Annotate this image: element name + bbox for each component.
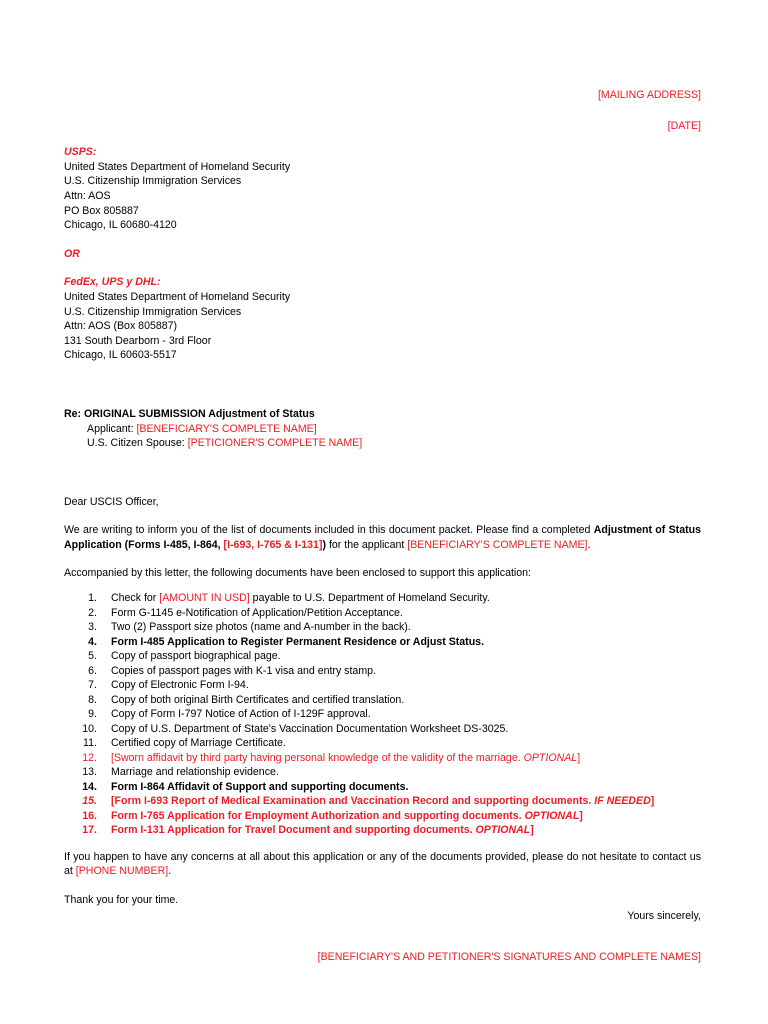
mailing-address-text: [MAILING ADDRESS] <box>597 89 701 101</box>
list-item-text: [Form I-693 Report of Medical Examination and Vaccination Record and supporting documents. <box>111 795 595 808</box>
spacer <box>64 103 701 119</box>
list-item-number: 8. <box>88 693 97 706</box>
list-item <box>64 693 701 708</box>
list-item-text-tail: ] <box>577 751 581 764</box>
spacer <box>64 451 701 495</box>
spacer <box>64 261 701 275</box>
phone-number-placeholder: [PHONE NUMBER] <box>75 865 169 878</box>
list-item <box>64 809 701 824</box>
list-item-text: [Sworn affidavit by third party having personal knowledge of the validity of the marriage. <box>111 751 524 764</box>
list-item-text: Form I-864 Affidavit of Support and supporting documents. <box>111 780 409 793</box>
list-item-text: Form G-1145 e-Notification of Application/Petition Acceptance. <box>111 606 403 619</box>
usps-address-label: USPS: <box>64 146 97 159</box>
intro-bold-2: ) <box>322 538 326 551</box>
list-item-number: 11. <box>83 737 97 750</box>
list-item <box>64 794 701 809</box>
letter-body <box>64 88 701 965</box>
list-item-text-tail: ] <box>530 824 534 837</box>
spacer <box>64 363 701 407</box>
list-item-text: Copy of U.S. Department of State's Vaccination Documentation Worksheet DS-3025. <box>111 722 509 735</box>
list-item-text-tail: payable to U.S. Department of Homeland Security. <box>249 592 490 605</box>
intro-text-2: for the applicant <box>326 538 408 551</box>
list-item-text: Copy of Electronic Form I-94. <box>111 679 249 692</box>
thanks-line: Thank you for your time. <box>64 893 179 906</box>
mailing-address-placeholder <box>64 88 701 103</box>
enclosure-intro: Accompanied by this letter, the following documents have been enclosed to support this application: <box>64 567 531 580</box>
signature-placeholder: [BENEFICIARY'S AND PETITIONER'S SIGNATURES AND COMPLETE NAMES] <box>317 950 701 963</box>
list-item-text-tail: ] <box>650 795 655 808</box>
or-separator: OR <box>64 247 80 260</box>
list-item-optional-tag: OPTIONAL <box>524 809 580 822</box>
list-item <box>64 649 701 664</box>
list-item-text: Two (2) Passport size photos (name and A-number in the back). <box>111 621 411 634</box>
courier-address-line: Chicago, IL 60603-5517 <box>64 349 177 362</box>
list-item <box>64 722 701 737</box>
enclosed-documents-list <box>64 591 701 838</box>
intro-bold-1: Adjustment of Status Application (Forms I-485, I-864, <box>64 524 701 551</box>
list-item-text: Copy of Form I-797 Notice of Action of I-129F approval. <box>111 708 371 721</box>
usps-address-line: Attn: AOS <box>64 189 111 202</box>
list-item-number: 2. <box>88 606 97 619</box>
spacer <box>64 879 701 893</box>
contact-paragraph <box>64 850 701 879</box>
date-placeholder <box>64 119 701 134</box>
list-item-number: 1. <box>88 592 97 605</box>
list-item-text: Form I-131 Application for Travel Document and supporting documents. <box>111 824 476 837</box>
courier-address-line: U.S. Citizenship Immigration Services <box>64 305 242 318</box>
list-item <box>64 751 701 766</box>
list-item-number: 10. <box>82 722 97 735</box>
list-item-number: 6. <box>88 664 97 677</box>
list-item-optional-tag: OPTIONAL <box>475 824 531 837</box>
intro-paragraph <box>64 523 701 552</box>
courier-address-line: Attn: AOS (Box 805887) <box>64 320 178 333</box>
spacer <box>64 924 701 950</box>
subject-line: Re: ORIGINAL SUBMISSION Adjustment of Status <box>64 407 315 420</box>
spouse-name-placeholder: [PETICIONER'S COMPLETE NAME] <box>187 437 363 450</box>
list-item-number: 14. <box>82 780 97 793</box>
intro-text-3: . <box>587 538 591 551</box>
spacer <box>64 233 701 247</box>
spacer <box>64 509 701 523</box>
usps-address-line: U.S. Citizenship Immigration Services <box>64 175 242 188</box>
courier-address-line: 131 South Dearborn - 3rd Floor <box>64 334 212 347</box>
salutation: Dear USCIS Officer, <box>64 495 159 508</box>
list-item-number: 4. <box>88 635 97 648</box>
list-item-number: 3. <box>88 621 97 634</box>
contact-text-1: If you happen to have any concerns at all about this application or any of the documents provided, please do not hesitate to contact us at <box>64 850 701 878</box>
list-item <box>64 707 701 722</box>
list-item-number: 13. <box>82 766 97 779</box>
list-item-text: Marriage and relationship evidence. <box>111 766 279 779</box>
list-item-number: 16. <box>82 809 97 822</box>
list-item-text: Certified copy of Marriage Certificate. <box>111 737 286 750</box>
spacer <box>64 838 701 850</box>
list-item-optional-tag: OPTIONAL <box>523 751 578 764</box>
spacer <box>64 581 701 591</box>
intro-bold-red-forms: [I-693, I-765 & I-131] <box>223 538 323 551</box>
list-item-number: 5. <box>88 650 97 663</box>
intro-text-1: We are writing to inform you of the list of documents included in this document packet. Please find a completed <box>64 524 594 537</box>
amount-placeholder: [AMOUNT IN USD] <box>159 592 250 605</box>
list-item <box>64 591 701 606</box>
applicant-label: Applicant: <box>87 422 134 435</box>
list-item <box>64 765 701 780</box>
list-item-text-tail: ] <box>579 809 583 822</box>
list-item-text: Copies of passport pages with K-1 visa and entry stamp. <box>111 664 376 677</box>
courier-address-line: United States Department of Homeland Security <box>64 290 291 303</box>
courier-address-label: FedEx, UPS y DHL: <box>64 276 161 289</box>
applicant-line <box>64 422 701 437</box>
usps-address-line: Chicago, IL 60680-4120 <box>64 219 177 232</box>
list-item <box>64 678 701 693</box>
usps-address-line: United States Department of Homeland Security <box>64 160 291 173</box>
applicant-name-placeholder: [BENEFICIARY'S COMPLETE NAME] <box>136 422 317 435</box>
list-item-number: 12. <box>82 751 97 764</box>
list-item <box>64 780 701 795</box>
usps-address-line: PO Box 805887 <box>64 204 139 217</box>
list-item <box>64 635 701 650</box>
contact-text-2: . <box>168 865 172 878</box>
list-item-text: Form I-485 Application to Register Permanent Residence or Adjust Status. <box>111 635 485 648</box>
list-item <box>64 620 701 635</box>
spacer <box>64 133 701 145</box>
sincerely-line: Yours sincerely, <box>627 910 701 923</box>
list-item-number: 15. <box>82 795 97 808</box>
list-item-number: 7. <box>88 679 97 692</box>
list-item <box>64 606 701 621</box>
list-item <box>64 823 701 838</box>
spouse-line <box>64 436 701 451</box>
list-item-text: Form I-765 Application for Employment Authorization and supporting documents. <box>111 809 525 822</box>
date-text: [DATE] <box>667 119 701 132</box>
list-item-text: Check for <box>111 592 160 605</box>
list-item-condition-tag: IF NEEDED <box>594 795 651 808</box>
list-item <box>64 736 701 751</box>
list-item <box>64 664 701 679</box>
spacer <box>64 552 701 566</box>
spouse-label: U.S. Citizen Spouse: <box>87 437 185 450</box>
list-item-text: Copy of passport biographical page. <box>111 650 281 663</box>
intro-beneficiary-placeholder: [BENEFICIARY'S COMPLETE NAME] <box>407 538 588 551</box>
list-item-text: Copy of both original Birth Certificates and certified translation. <box>111 693 405 706</box>
list-item-number: 17. <box>82 824 97 837</box>
list-item-number: 9. <box>88 708 97 721</box>
